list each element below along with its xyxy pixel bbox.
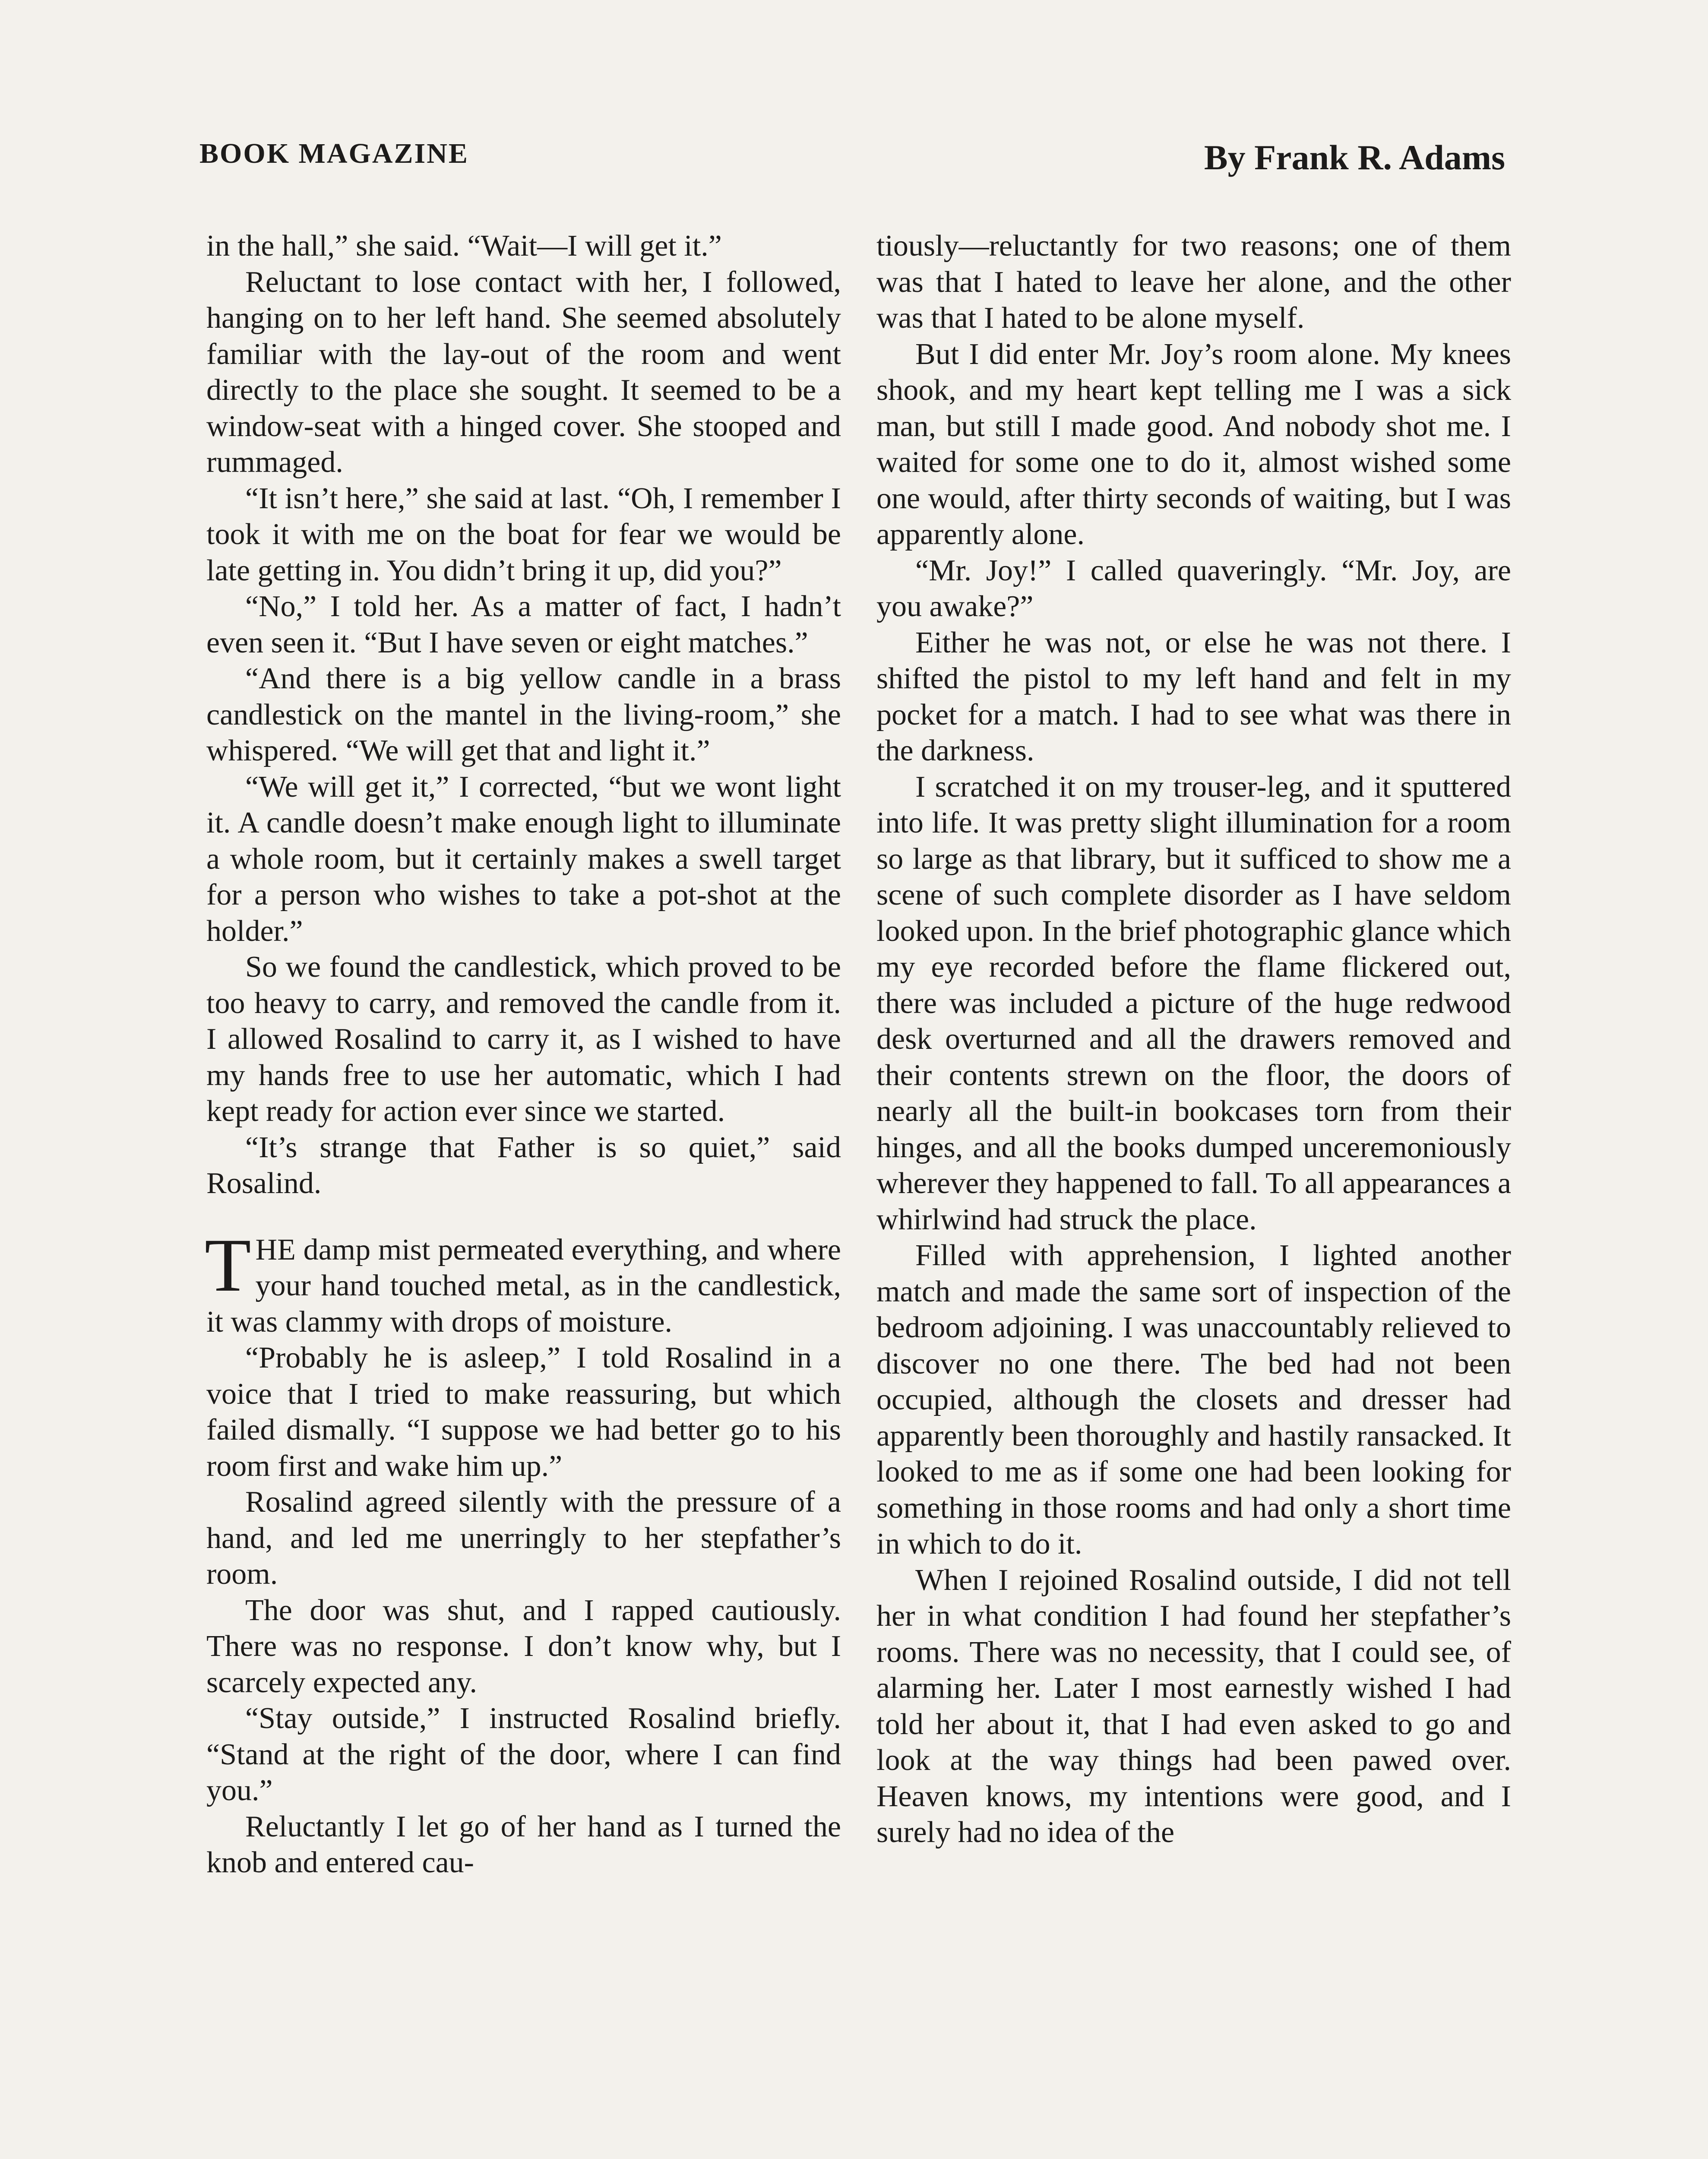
paragraph: Either he was not, or else he was not there. I shifted the pistol to my left hand and felt in my pocket for a match. I had to see what was there in the darkness. [876,626,1511,767]
running-head-magazine: BOOK MAGAZINE [199,138,469,169]
paragraph: So we found the candlestick, which proved to be too heavy to carry, and removed the candle from it. I allowed Rosalind to carry it, as I wished to have my hands free to use her automatic, which I had kept ready for action ever since we started. [206,950,841,1128]
paragraph: “We will get it,” I corrected, “but we wont light it. A candle doesn’t make enough light to illuminate a whole room, but it certainly makes a swell target for a person who wishes to take a pot-shot at the holder.” [206,770,841,948]
paragraph: “Stay outside,” I instructed Rosalind briefly. “Stand at the right of the door, where I can find you.” [206,1702,841,1807]
paragraph: When I rejoined Rosalind outside, I did not tell her in what condition I had found her stepfather’s rooms. There was no necessity, that I could see, of alarming her. Later I most earnestly wished I had told her about it, that I had even asked to go and look at the way things had been pawed over. Heaven knows, my intentions were good, and I surely had no idea of the [876,1563,1511,1849]
left-column [206,228,841,1881]
paragraph: The door was shut, and I rapped cautiously. There was no response. I don’t know why, but I scarcely expected any. [206,1593,841,1699]
paragraph: “It isn’t here,” she said at last. “Oh, I remember I took it with me on the boat for fear we would be late getting in. You didn’t bring it up, did you?” [206,481,841,587]
paragraph: “It’s strange that Father is so quiet,” said Rosalind. [206,1130,841,1200]
paragraph: in the hall,” she said. “Wait—I will get it.” [206,229,722,263]
paragraph-text: HE damp mist permeated everything, and where your hand touched metal, as in the candlestick, it was clammy with drops of moisture. [206,1233,841,1339]
paragraph: Reluctantly I let go of her hand as I turned the knob and entered cau- [206,1810,841,1879]
paragraph: Rosalind agreed silently with the pressure of a hand, and led me unerringly to her stepfather’s room. [206,1485,841,1591]
paragraph: “Mr. Joy!” I called quaveringly. “Mr. Joy, are you awake?” [876,554,1511,623]
section-start-paragraph [205,1223,841,1340]
paragraph: But I did enter Mr. Joy’s room alone. My knees shook, and my heart kept telling me I was a sick man, but still I made good. And nobody shot me. I waited for some one to do it, almost wished some one would, after thirty seconds of waiting, but I was apparently alone. [876,337,1511,551]
running-head-author: By Frank R. Adams [1204,138,1505,177]
paragraph: tiously—reluctantly for two reasons; one of them was that I hated to leave her alone, and the other was that I hated to be alone myself. [876,229,1511,335]
drop-cap: T [205,1223,251,1307]
paragraph: I scratched it on my trouser-leg, and it sputtered into life. It was pretty slight illumination for a room so large as that library, but it sufficed to show me a scene of such complete disorder as I have seldom looked upon. In the brief photographic glance which my eye recorded before the flame flickered out, there was included a picture of the huge redwood desk overturned and all the drawers removed and their contents strewn on the floor, the doors of nearly all the built-in bookcases torn from their hinges, and all the books dumped unceremoniously wherever they happened to fall. To all appearances a whirlwind had struck the place. [876,770,1511,1236]
paragraph: “Probably he is asleep,” I told Rosalind in a voice that I tried to make reassuring, but which failed dismally. “I suppose we had better go to his room first and wake him up.” [206,1341,841,1483]
paragraph: “And there is a big yellow candle in a brass candlestick on the mantel in the living-room,” she whispered. “We will get that and light it.” [206,662,841,767]
right-column [876,228,1511,1851]
paragraph: Filled with apprehension, I lighted another match and made the same sort of inspection of the bedroom adjoining. I was unaccountably relieved to discover no one there. The bed had not been occupied, although the closets and dresser had apparently been thoroughly and hastily ransacked. It looked to me as if some one had been looking for something in those rooms and had only a short time in which to do it. [876,1239,1511,1561]
paragraph: Reluctant to lose contact with her, I followed, hanging on to her left hand. She seemed absolutely familiar with the lay-out of the room and went directly to the place she sought. It seemed to be a window-seat with a hinged cover. She stooped and rummaged. [206,265,841,479]
paragraph: “No,” I told her. As a matter of fact, I hadn’t even seen it. “But I have seven or eight matches.” [206,590,841,659]
